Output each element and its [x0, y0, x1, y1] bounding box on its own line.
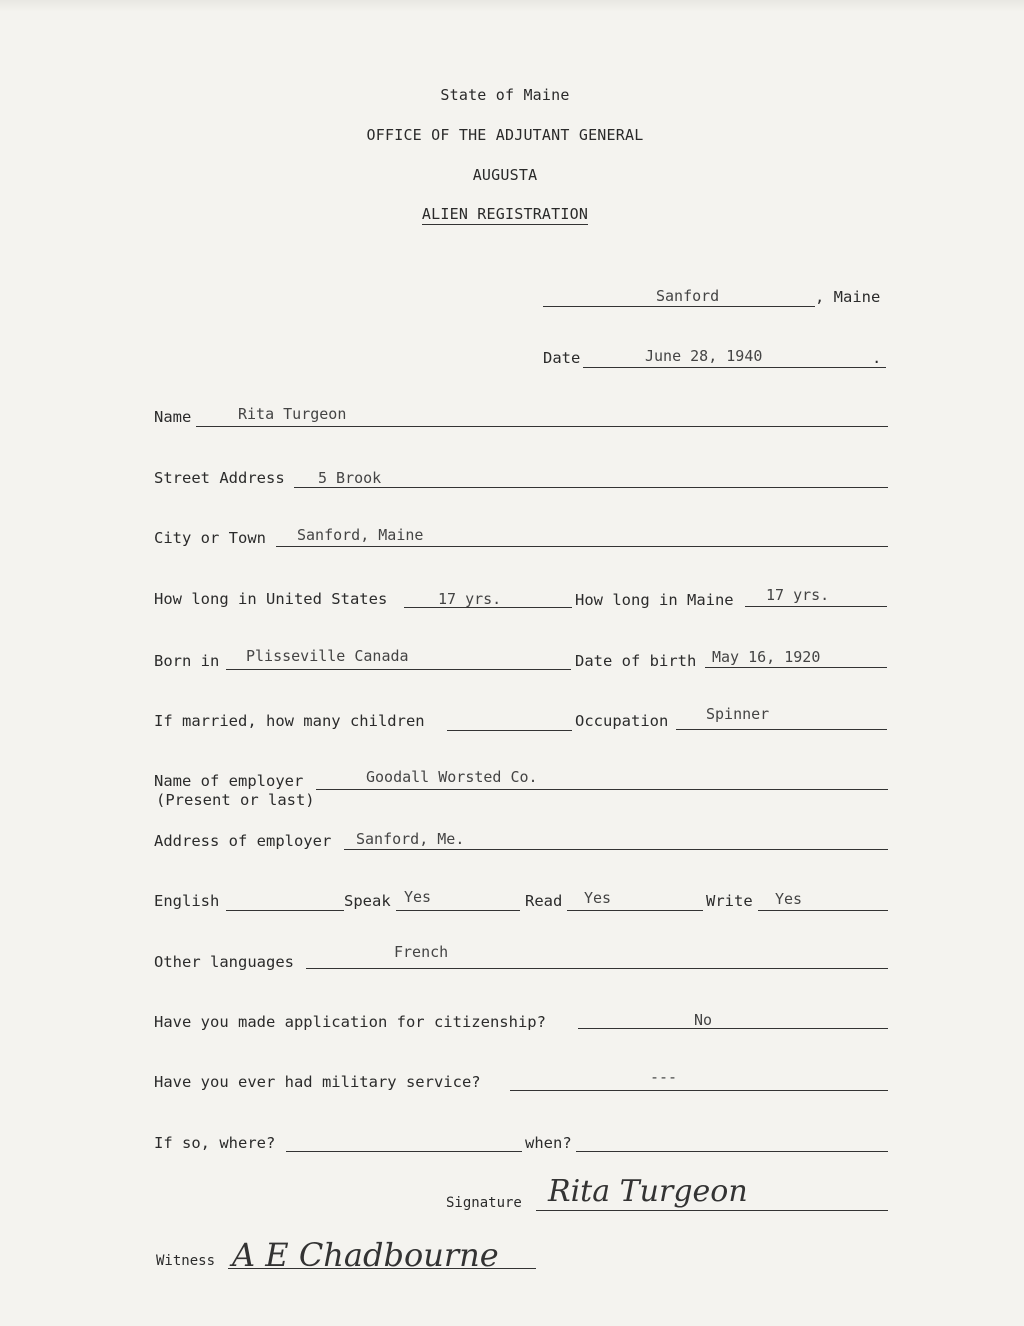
employer-sublabel: (Present or last) — [156, 791, 315, 809]
employer-address-value: Sanford, Me. — [356, 830, 465, 848]
employer-address-label: Address of employer — [154, 832, 332, 850]
state-suffix: , Maine — [815, 288, 881, 306]
citizenship-line — [578, 1028, 888, 1029]
occupation-label: Occupation — [575, 712, 669, 730]
employer-address-line — [344, 849, 888, 850]
header-state: State of Maine — [440, 86, 570, 104]
city-value: Sanford, Maine — [297, 526, 424, 544]
city-line — [276, 546, 888, 547]
military-line — [510, 1090, 888, 1091]
name-label: Name — [154, 408, 192, 426]
when-label: when? — [525, 1134, 572, 1152]
witness-label: Witness — [156, 1253, 216, 1269]
town-value: Sanford — [656, 287, 720, 305]
children-label: If married, how many children — [154, 712, 425, 730]
write-label: Write — [706, 892, 753, 910]
signature-line — [536, 1210, 888, 1211]
form-title — [0, 205, 1010, 223]
born-line — [226, 669, 571, 670]
where-line — [286, 1151, 522, 1152]
employer-label: Name of employer — [154, 772, 304, 790]
form-title-text: ALIEN REGISTRATION — [421, 205, 589, 223]
born-label: Born in — [154, 652, 220, 670]
when-line — [576, 1151, 888, 1152]
date-line — [583, 367, 886, 368]
header-office: OFFICE OF THE ADJUTANT GENERAL — [366, 126, 644, 144]
write-line — [758, 910, 888, 911]
dob-line — [705, 667, 887, 668]
military-value: --- — [650, 1068, 678, 1086]
signature-handwriting: Rita Turgeon — [548, 1174, 748, 1209]
other-languages-value: French — [394, 943, 449, 961]
scan-edge — [0, 0, 1024, 12]
citizenship-label: Have you made application for citizenship? — [154, 1013, 546, 1031]
date-value: June 28, 1940 — [645, 347, 763, 365]
maine-years-value: 17 yrs. — [766, 586, 830, 604]
maine-years-line — [745, 606, 887, 607]
read-line — [567, 910, 703, 911]
name-line — [196, 426, 888, 427]
us-years-value: 17 yrs. — [438, 590, 502, 608]
other-languages-line — [306, 968, 888, 969]
date-end: . — [872, 349, 882, 367]
citizenship-value: No — [694, 1011, 713, 1029]
street-line — [294, 487, 888, 488]
read-value: Yes — [584, 889, 612, 907]
born-value: Plisseville Canada — [246, 647, 409, 665]
where-label: If so, where? — [154, 1134, 276, 1152]
employer-value: Goodall Worsted Co. — [366, 768, 538, 786]
header-city: AUGUSTA — [472, 166, 538, 184]
occupation-line — [676, 729, 887, 730]
military-label: Have you ever had military service? — [154, 1073, 481, 1091]
us-years-label: How long in United States — [154, 590, 388, 608]
name-value: Rita Turgeon — [238, 405, 347, 423]
signature-label: Signature — [446, 1195, 522, 1211]
speak-value: Yes — [404, 888, 432, 906]
dob-value: May 16, 1920 — [712, 648, 821, 666]
employer-line — [316, 789, 888, 790]
other-languages-label: Other languages — [154, 953, 294, 971]
dob-label: Date of birth — [575, 652, 697, 670]
date-label: Date — [543, 349, 581, 367]
english-label: English — [154, 892, 220, 910]
speak-label: Speak — [344, 892, 391, 910]
english-line — [226, 910, 344, 911]
read-label: Read — [525, 892, 563, 910]
write-value: Yes — [775, 890, 803, 908]
maine-years-label: How long in Maine — [575, 591, 734, 609]
town-line — [543, 306, 815, 307]
street-value: 5 Brook — [318, 469, 382, 487]
witness-handwriting: A E Chadbourne — [232, 1236, 499, 1274]
speak-line — [396, 910, 520, 911]
occupation-value: Spinner — [706, 705, 770, 723]
children-line — [447, 730, 572, 731]
city-label: City or Town — [154, 529, 266, 547]
street-label: Street Address — [154, 469, 285, 487]
